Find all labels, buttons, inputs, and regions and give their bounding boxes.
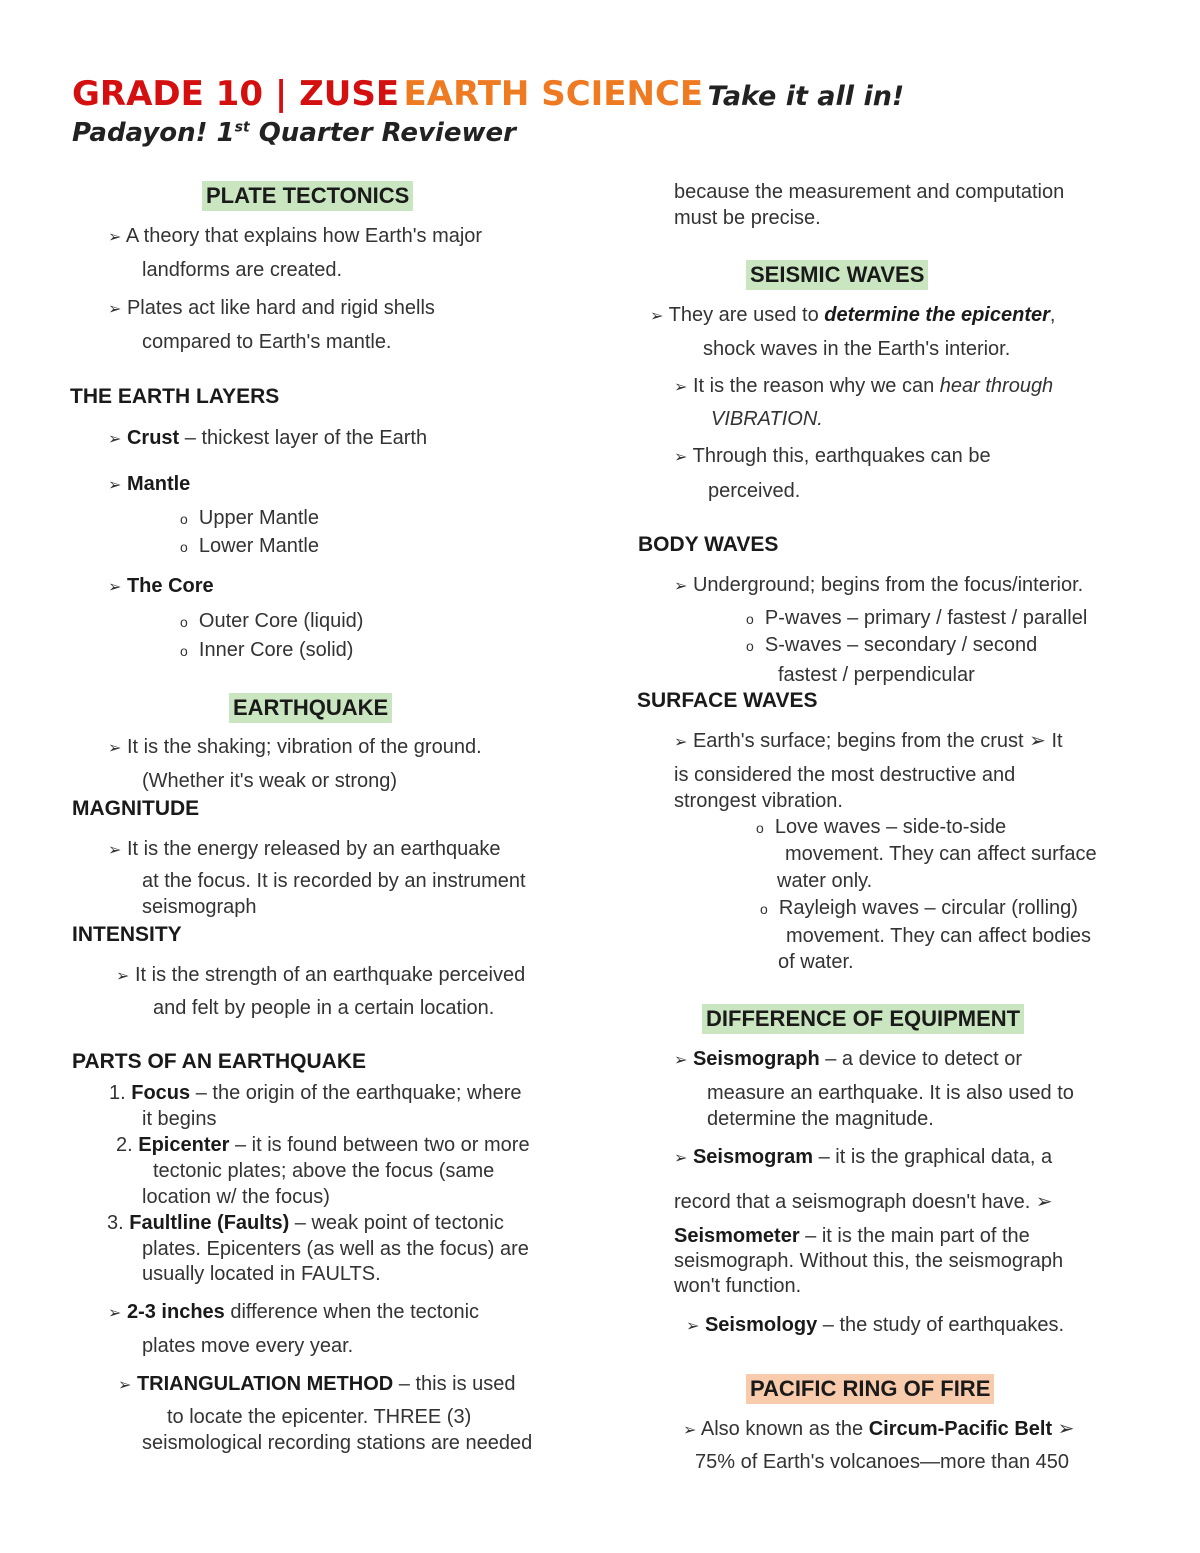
subtitle-part-a: Padayon! 1	[72, 118, 235, 148]
item-term: Epicenter	[138, 1134, 230, 1156]
arrow-bullet-icon: ➢	[118, 1377, 132, 1394]
item-text: seismograph	[142, 896, 257, 918]
sub-list-item	[760, 896, 1078, 921]
title-subject: EARTH SCIENCE	[403, 74, 704, 114]
item-text: – the study of earthquakes.	[817, 1314, 1065, 1336]
arrow-bullet-icon: ➢	[674, 578, 688, 595]
item-text: it begins	[142, 1108, 217, 1130]
item-text: because the measurement and computation	[674, 181, 1065, 203]
circle-bullet-icon: o	[180, 539, 188, 555]
list-item	[107, 1211, 504, 1235]
item-text: plates move every year.	[142, 1335, 354, 1357]
item-text: P-waves – primary / fastest / parallel	[764, 607, 1088, 629]
magnitude-heading: MAGNITUDE	[72, 797, 200, 820]
item-text: measure an earthquake. It is also used to	[707, 1082, 1074, 1104]
arrow-bullet-icon: ➢	[674, 1052, 688, 1069]
sub-list-item	[180, 534, 319, 559]
list-item	[108, 574, 214, 600]
item-text: (Whether it's weak or strong)	[142, 770, 398, 792]
parts-heading: PARTS OF AN EARTHQUAKE	[72, 1050, 366, 1073]
item-term: 2-3 inches	[126, 1301, 225, 1323]
item-text: They are used to	[668, 304, 825, 326]
item-term: Seismograph	[692, 1048, 820, 1070]
item-text: is considered the most destructive and	[674, 764, 1016, 786]
item-text: ➢	[1052, 1418, 1075, 1440]
item-text: won't function.	[674, 1275, 802, 1297]
item-text: It is the strength of an earthquake perceived	[134, 964, 526, 986]
sub-list-item	[756, 815, 1006, 840]
title-grade: GRADE 10 | ZUSE	[72, 74, 400, 114]
item-term: Mantle	[126, 473, 191, 495]
arrow-bullet-icon: ➢	[108, 301, 122, 318]
item-text: S-waves – secondary / second	[764, 634, 1038, 656]
list-item	[108, 735, 482, 761]
sub-list-item	[746, 633, 1037, 658]
ring-of-fire-heading: PACIFIC RING OF FIRE	[746, 1374, 994, 1404]
list-item	[108, 426, 427, 452]
arrow-bullet-icon: ➢	[686, 1318, 700, 1335]
item-text: Love waves – side-to-side	[774, 816, 1007, 838]
item-text: Also known as the	[700, 1418, 869, 1440]
item-text: usually located in FAULTS.	[142, 1263, 381, 1285]
circle-bullet-icon: o	[746, 611, 754, 627]
list-item	[116, 1133, 530, 1157]
item-text: determine the magnitude.	[707, 1108, 934, 1130]
arrow-bullet-icon: ➢	[108, 431, 122, 448]
list-item	[108, 837, 501, 863]
earthquake-heading: EARTHQUAKE	[229, 693, 392, 723]
item-text: Earth's surface; begins from the crust ➢ It	[692, 730, 1063, 752]
item-text: 75% of Earth's volcanoes—more than 450	[695, 1451, 1070, 1473]
item-text: – it is the main part of the	[799, 1225, 1030, 1247]
intensity-heading: INTENSITY	[72, 923, 182, 946]
item-text: seismograph. Without this, the seismograph	[674, 1250, 1064, 1272]
item-text: compared to Earth's mantle.	[142, 331, 392, 353]
item-text: Upper Mantle	[198, 507, 319, 529]
equipment-heading: DIFFERENCE OF EQUIPMENT	[702, 1004, 1024, 1034]
list-item	[674, 573, 1083, 599]
item-number: 3.	[107, 1212, 124, 1234]
plate-tectonics-heading: PLATE TECTONICS	[202, 181, 413, 211]
item-term: Focus	[131, 1082, 191, 1104]
item-emphasis: determine the epicenter	[824, 304, 1050, 326]
item-text: Through this, earthquakes can be	[692, 445, 991, 467]
item-text: fastest / perpendicular	[778, 664, 975, 686]
item-text: must be precise.	[674, 207, 821, 229]
list-item	[686, 1313, 1064, 1339]
item-text: plates. Epicenters (as well as the focus) are	[142, 1238, 529, 1260]
item-term: TRIANGULATION METHOD	[136, 1373, 394, 1395]
arrow-bullet-icon: ➢	[116, 968, 130, 985]
arrow-bullet-icon: ➢	[674, 1150, 688, 1167]
item-text: record that a seismograph doesn't have. ➢	[674, 1191, 1053, 1213]
page-title	[72, 74, 904, 114]
circle-bullet-icon: o	[760, 901, 768, 917]
item-text: Underground; begins from the focus/interior.	[692, 574, 1084, 596]
item-text: movement. They can affect bodies	[786, 925, 1091, 947]
item-number: 1.	[109, 1082, 126, 1104]
item-text: – it is found between two or more	[229, 1134, 530, 1156]
circle-bullet-icon: o	[180, 511, 188, 527]
list-item	[674, 1047, 1022, 1073]
arrow-bullet-icon: ➢	[108, 842, 122, 859]
surface-waves-heading: SURFACE WAVES	[637, 689, 818, 712]
item-text: It is the energy released by an earthquake	[126, 838, 501, 860]
item-text: It is the reason why we can	[692, 375, 940, 397]
circle-bullet-icon: o	[180, 614, 188, 630]
item-text: perceived.	[708, 480, 801, 502]
item-term: Circum-Pacific Belt	[868, 1418, 1053, 1440]
page-subtitle	[72, 118, 516, 148]
item-text: A theory that explains how Earth's major	[125, 225, 483, 247]
arrow-bullet-icon: ➢	[674, 449, 688, 466]
arrow-bullet-icon: ➢	[108, 740, 122, 757]
arrow-bullet-icon: ➢	[108, 229, 122, 246]
item-text: – this is used	[393, 1373, 516, 1395]
circle-bullet-icon: o	[746, 638, 754, 654]
arrow-bullet-icon: ➢	[108, 579, 122, 596]
item-text: It is the shaking; vibration of the ground.	[126, 736, 482, 758]
item-text: at the focus. It is recorded by an instrument	[142, 870, 526, 892]
title-tagline: Take it all in!	[707, 81, 905, 112]
item-term: Seismology	[704, 1314, 818, 1336]
seismic-waves-heading: SEISMIC WAVES	[746, 260, 928, 290]
item-text: landforms are created.	[142, 259, 343, 281]
sub-list-item	[180, 506, 319, 531]
item-text: seismological recording stations are needed	[142, 1432, 533, 1454]
item-text: Lower Mantle	[198, 535, 319, 557]
item-text: Outer Core (liquid)	[198, 610, 364, 632]
item-text: and felt by people in a certain location.	[153, 997, 495, 1019]
item-text: Inner Core (solid)	[198, 639, 354, 661]
item-text: Rayleigh waves – circular (rolling)	[778, 897, 1078, 919]
list-item	[108, 1300, 479, 1326]
sub-list-item	[180, 638, 353, 663]
item-text: – the origin of the earthquake; where	[190, 1082, 522, 1104]
item-term: Seismometer	[674, 1225, 800, 1247]
list-item	[116, 963, 525, 989]
item-text: – a device to detect or	[819, 1048, 1023, 1070]
arrow-bullet-icon: ➢	[674, 734, 688, 751]
body-waves-heading: BODY WAVES	[638, 533, 779, 556]
item-text: water only.	[777, 870, 873, 892]
list-item	[650, 303, 1055, 329]
subtitle-part-b: Quarter Reviewer	[249, 118, 516, 148]
sub-list-item	[746, 606, 1087, 631]
list-item	[674, 444, 991, 470]
list-item	[674, 1145, 1052, 1171]
arrow-bullet-icon: ➢	[650, 308, 664, 325]
item-text: – weak point of tectonic	[289, 1212, 504, 1234]
item-text: location w/ the focus)	[142, 1186, 330, 1208]
item-text: difference when the tectonic	[224, 1301, 480, 1323]
item-emphasis: hear through	[939, 375, 1054, 397]
list-item	[683, 1417, 1074, 1443]
earth-layers-heading: THE EARTH LAYERS	[70, 385, 280, 408]
item-text: VIBRATION.	[711, 408, 823, 430]
item-term: Faultline (Faults)	[129, 1212, 290, 1234]
item-term: Seismogram	[692, 1146, 814, 1168]
item-term: Crust	[126, 427, 180, 449]
circle-bullet-icon: o	[180, 643, 188, 659]
list-item	[108, 224, 482, 250]
list-item	[674, 729, 1063, 755]
arrow-bullet-icon: ➢	[108, 477, 122, 494]
sub-list-item	[180, 609, 363, 634]
subtitle-sup: st	[234, 119, 250, 136]
arrow-bullet-icon: ➢	[108, 1305, 122, 1322]
item-text: Plates act like hard and rigid shells	[126, 297, 435, 319]
list-item	[118, 1372, 516, 1398]
item-term: The Core	[126, 575, 214, 597]
list-item	[109, 1081, 521, 1105]
item-text: – it is the graphical data, a	[813, 1146, 1053, 1168]
item-text: shock waves in the Earth's interior.	[703, 338, 1011, 360]
arrow-bullet-icon: ➢	[674, 379, 688, 396]
item-number: 2.	[116, 1134, 133, 1156]
item-text: – thickest layer of the Earth	[179, 427, 428, 449]
arrow-bullet-icon: ➢	[683, 1422, 697, 1439]
list-item	[674, 1224, 1030, 1248]
item-text: tectonic plates; above the focus (same	[153, 1160, 495, 1182]
item-text: strongest vibration.	[674, 790, 843, 812]
circle-bullet-icon: o	[756, 820, 764, 836]
list-item	[674, 374, 1053, 400]
item-text: of water.	[778, 951, 854, 973]
list-item	[108, 296, 435, 322]
item-text: ,	[1049, 304, 1056, 326]
item-text: movement. They can affect surface	[785, 843, 1097, 865]
item-text: to locate the epicenter. THREE (3)	[167, 1406, 472, 1428]
list-item	[108, 472, 190, 498]
